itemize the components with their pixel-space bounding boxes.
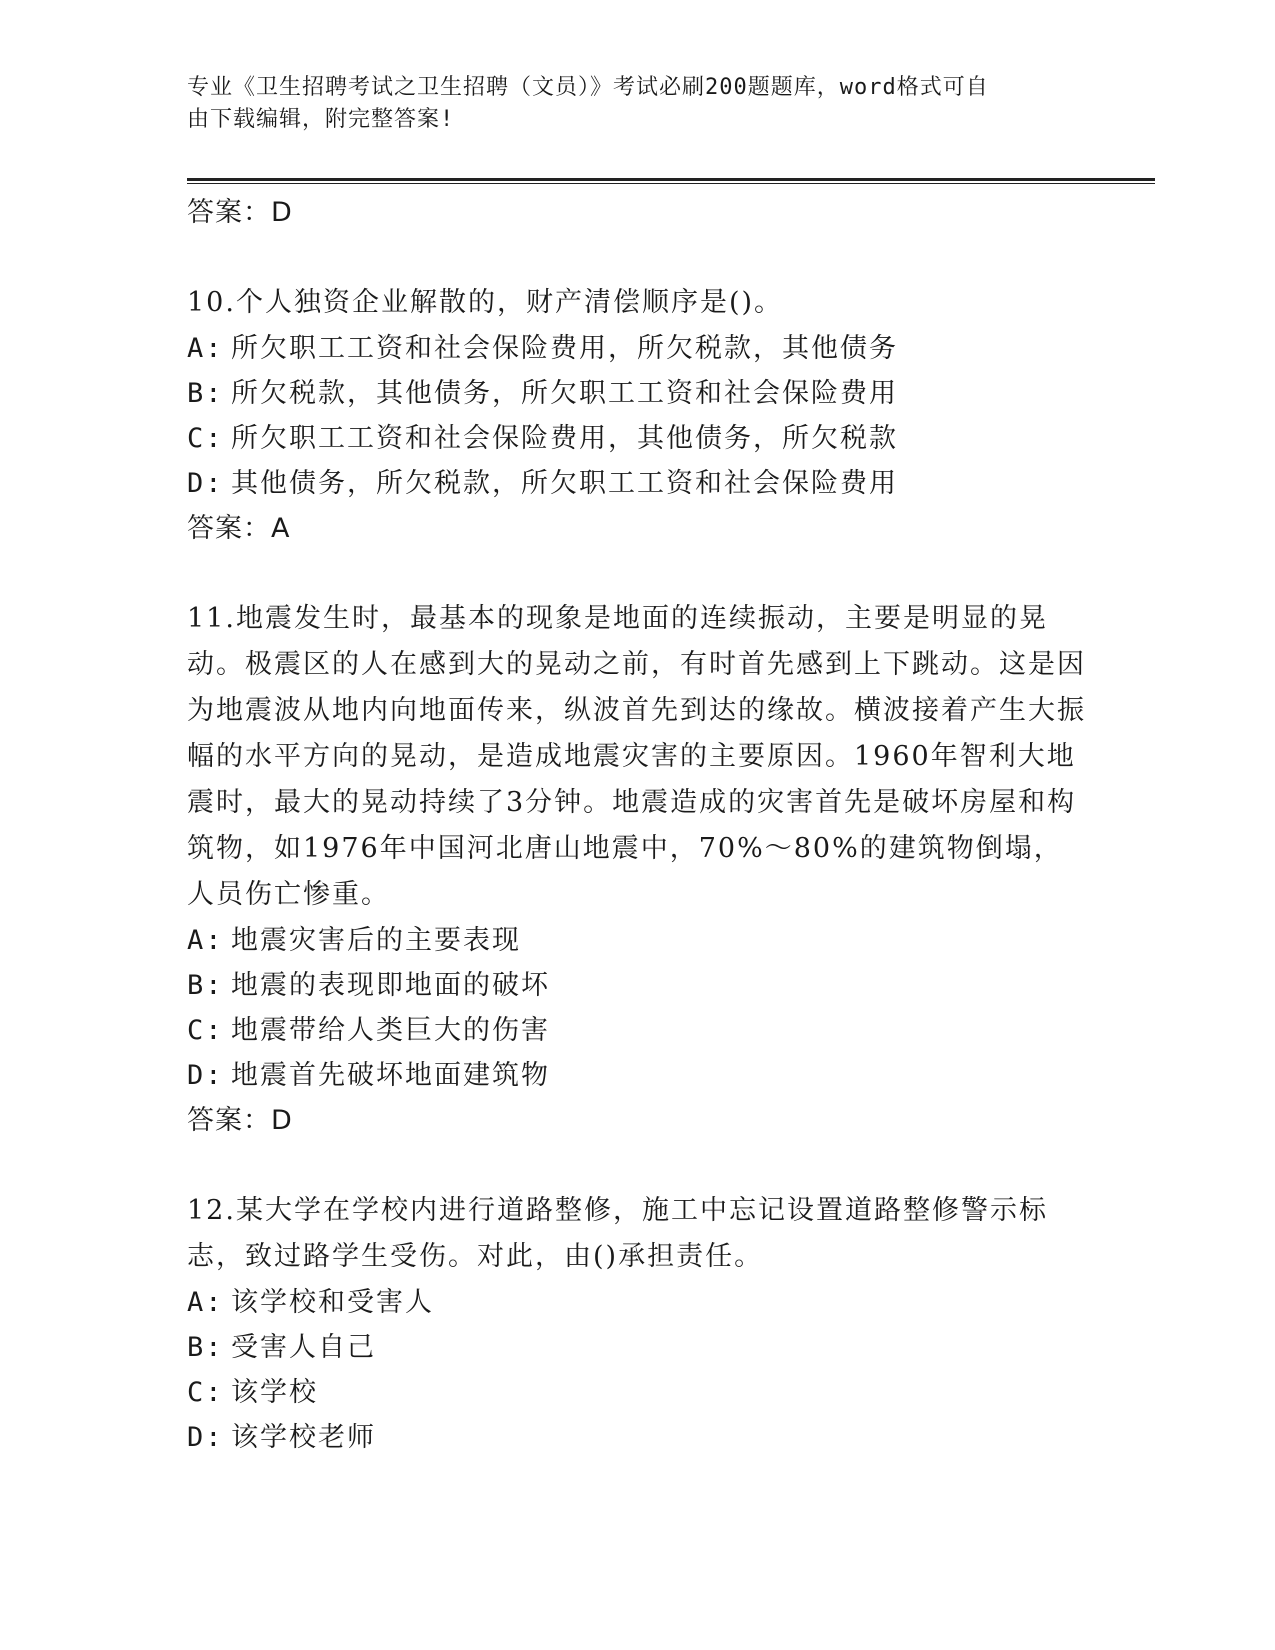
option-d [187, 1415, 1087, 1460]
option-key: D: [187, 1422, 224, 1453]
previous-answer: 答案：D [187, 197, 293, 228]
question-stem: 11.地震发生时，最基本的现象是地面的连续振动，主要是明显的晃动。极震区的人在感到大的晃动之前，有时首先感到上下跳动。这是因为地震波从地内向地面传来，纵波首先到达的缘故。横波接着产生大振幅的水平方向的晃动，是造成地震灾害的主要原因。1960年智利大地震时，最大的晃动持续了3分钟。地震造成的灾害首先是破坏房屋和构筑物，如1976年中国河北唐山地震中，70%～80%的建筑物倒塌，人员伤亡惨重。 [187, 603, 1086, 910]
header-line-2: 由下载编辑，附完整答案! [187, 107, 455, 132]
option-d [187, 1053, 1087, 1098]
option-key: C: [187, 1015, 224, 1046]
option-c [187, 416, 1087, 461]
option-c [187, 1370, 1087, 1415]
option-key: C: [187, 423, 224, 454]
option-text: 该学校老师 [231, 1422, 376, 1453]
header-divider-thick [187, 178, 1155, 181]
option-text: 其他债务，所欠税款，所欠职工工资和社会保险费用 [231, 468, 898, 499]
question-12 [187, 1188, 1087, 1460]
option-key: B: [187, 970, 224, 1001]
option-key: A: [187, 1287, 224, 1318]
option-text: 该学校 [231, 1377, 318, 1408]
option-text: 地震带给人类巨大的伤害 [231, 1015, 550, 1046]
question-10 [187, 280, 1087, 552]
option-key: B: [187, 1332, 224, 1363]
question-stem: 12.某大学在学校内进行道路整修，施工中忘记设置道路整修警示标志，致过路学生受伤。对此，由()承担责任。 [187, 1195, 1048, 1272]
question-11 [187, 596, 1087, 1144]
document-body [187, 190, 1087, 1460]
option-b [187, 963, 1087, 1008]
header-line-1: 专业《卫生招聘考试之卫生招聘（文员）》考试必刷200题题库，word格式可自 [187, 75, 989, 100]
document-header [187, 72, 1067, 136]
option-key: C: [187, 1377, 224, 1408]
option-text: 所欠职工工资和社会保险费用，其他债务，所欠税款 [231, 423, 898, 454]
option-text: 受害人自己 [231, 1332, 376, 1363]
option-c [187, 1008, 1087, 1053]
question-answer: 答案：A [187, 513, 291, 544]
option-key: D: [187, 1060, 224, 1091]
option-text: 该学校和受害人 [231, 1287, 434, 1318]
option-a [187, 326, 1087, 371]
option-a [187, 918, 1087, 963]
option-text: 地震首先破坏地面建筑物 [231, 1060, 550, 1091]
option-key: D: [187, 468, 224, 499]
option-text: 所欠职工工资和社会保险费用，所欠税款，其他债务 [231, 333, 898, 364]
option-d [187, 461, 1087, 506]
option-b [187, 371, 1087, 416]
option-text: 地震的表现即地面的破坏 [231, 970, 550, 1001]
option-key: A: [187, 925, 224, 956]
option-text: 地震灾害后的主要表现 [231, 925, 521, 956]
option-key: A: [187, 333, 224, 364]
question-answer: 答案：D [187, 1105, 293, 1136]
option-b [187, 1325, 1087, 1370]
option-key: B: [187, 378, 224, 409]
header-divider-thin [187, 183, 1155, 184]
option-a [187, 1280, 1087, 1325]
option-text: 所欠税款，其他债务，所欠职工工资和社会保险费用 [231, 378, 898, 409]
question-stem: 10.个人独资企业解散的，财产清偿顺序是()。 [187, 287, 784, 318]
